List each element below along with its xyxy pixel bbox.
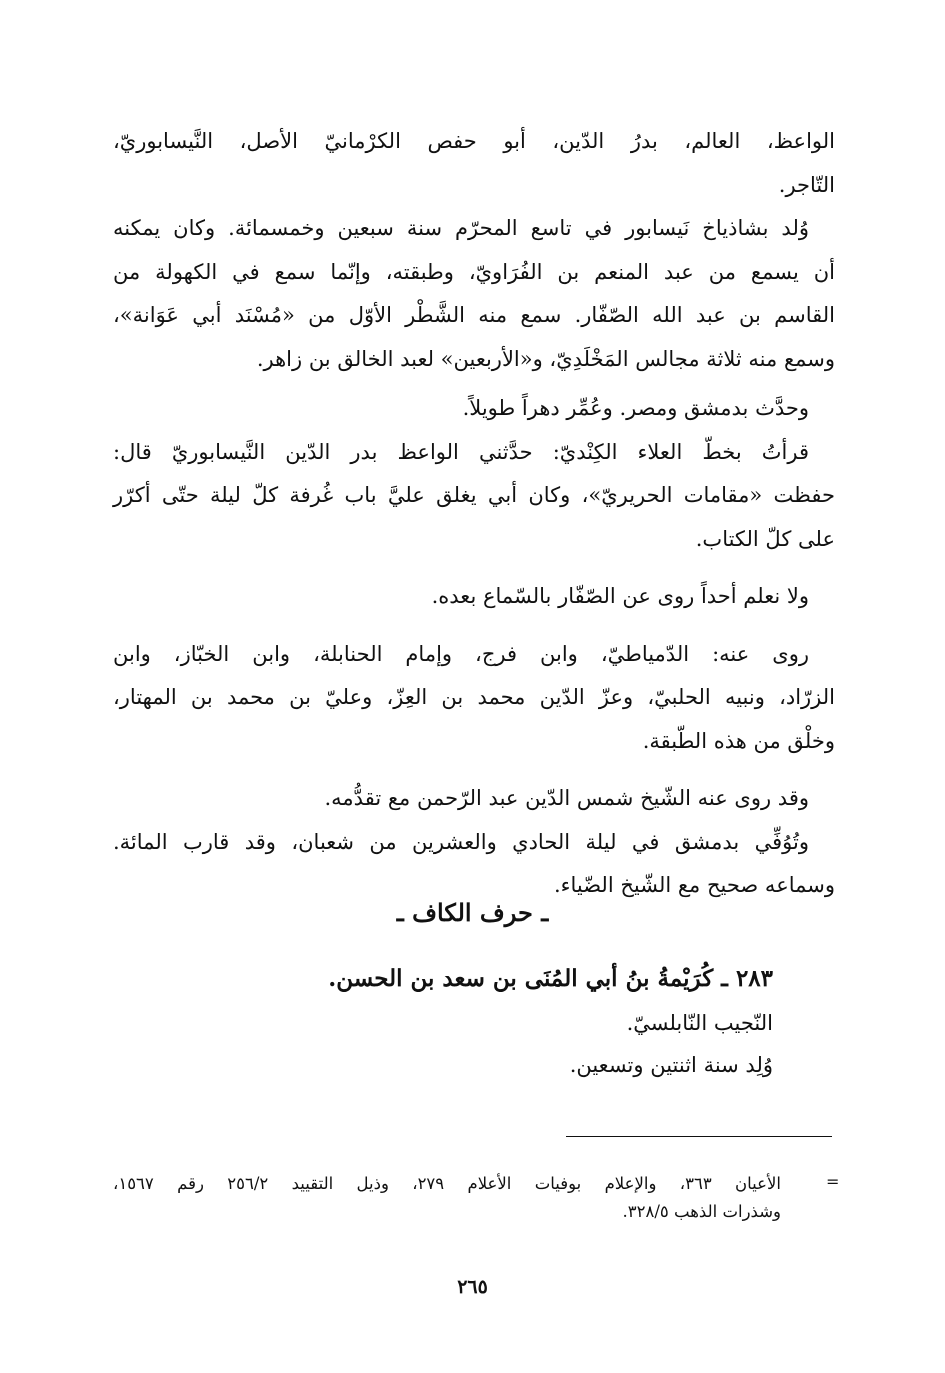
biography-entry	[113, 956, 773, 1086]
footnote-continuation-marker: =	[826, 1172, 840, 1191]
text-line: وحدَّث بدمشق ومصر. وعُمِّر دهراً طويلاً.	[462, 396, 809, 420]
text-line: الزرّاد، ونبيه الحلبيّ، وعزّ الدّين محمد بن العِزّ، وعليّ بن محمد بن المهتار،	[113, 685, 835, 709]
paragraph-gap	[113, 763, 835, 777]
entry-title: ٢٨٣ ـ كُرَيْمةُ بنُ أبي المُنَى بن سعد بن الحسن.	[328, 965, 773, 992]
text-line: على كلّ الكتاب.	[695, 526, 835, 551]
text-line: ولا نعلم أحداً روى عن الصّفّار بالسّماع بعده.	[431, 584, 809, 608]
paragraph-gap	[113, 619, 835, 633]
text-line: وقد روى عنه الشّيخ شمس الدّين عبد الرّحمن مع تقدُّمه.	[324, 786, 809, 810]
text-line: الواعظ، العالم، بدرُ الدّين، أبو حفص الكرْمانيّ الأصل، النَّيسابوريّ،	[113, 129, 835, 153]
entry-line: وُلِد سنة اثنتين وتسعين.	[569, 1053, 773, 1077]
paragraph-gap	[113, 561, 835, 575]
text-line: حفظت «مقامات الحريريّ»، وكان أبي يغلق عليَّ باب غُرفة كلّ ليلة حتّى أكرّر	[113, 483, 835, 507]
text-line: وتُوُفِّي بدمشق في ليلة الحادي والعشرين من شعبان، وقد قارب المائة.	[113, 829, 809, 854]
footnote-divider	[566, 1136, 832, 1137]
main-text	[113, 120, 835, 908]
entry-line: النّجيب النّابلسيّ.	[626, 1011, 773, 1035]
text-line: وسمع منه ثلاثة مجالس المَخْلَدِيّ، و«الأربعين» لعبد الخالق بن زاهر.	[256, 346, 835, 371]
text-line: وُلد بشاذياخ نَيسابور في تاسع المحرّم سنة سبعين وخمسمائة. وكان يمكنه	[113, 216, 809, 240]
text-line: قرأتُ بخطّ العلاء الكِنْديّ: حدَّثني الواعظ بدر الدّين النَّيسابوريّ قال:	[113, 439, 809, 464]
section-heading: ـ حرف الكاف ـ	[396, 898, 549, 927]
footnote	[113, 1170, 781, 1226]
page-number: ٢٦٥	[457, 1276, 488, 1298]
text-line: وسماعه صحيح مع الشّيخ الضّياء.	[553, 873, 835, 897]
text-line: وخلْق من هذه الطّبقة.	[642, 728, 835, 753]
text-line: أن يسمع من عبد المنعم بن الفُرَاويّ، وطبقته، وإنّما سمع في الكهولة من	[113, 259, 835, 284]
text-line: روى عنه: الدّمياطيّ، وابن فرج، وإمام الحنابلة، وابن الخبّاز، وابن	[113, 641, 809, 666]
footnote-line: وشذرات الذهب ٣٢٨/٥.	[622, 1202, 781, 1221]
text-line: القاسم بن عبد الله الصّفّار. سمع منه الشَّطْر الأوّل من «مُسْنَد أبي عَوَانة»،	[113, 303, 835, 327]
text-line: التّاجر.	[778, 172, 835, 197]
footnote-line: الأعيان ٣٦٣، والإعلام بوفيات الأعلام ٢٧٩، وذيل التقييد ٢٥٦/٢ رقم ١٥٦٧،	[113, 1174, 781, 1193]
